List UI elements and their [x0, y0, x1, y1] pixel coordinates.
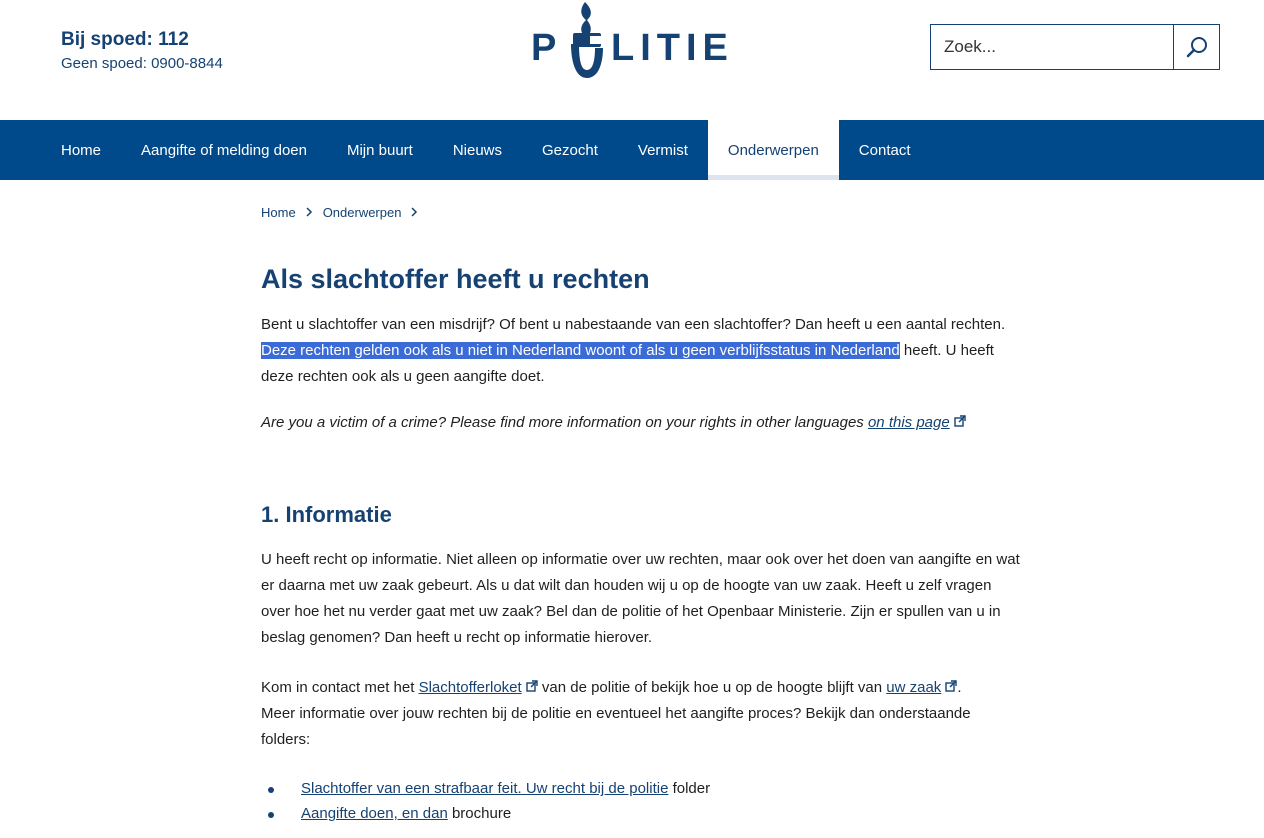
search-input[interactable]	[931, 25, 1173, 69]
search-button[interactable]	[1173, 25, 1219, 69]
intro-text-end: heeft. U heeft deze rechten ook als u geen aangifte doet.	[261, 342, 994, 385]
external-link-icon	[526, 675, 538, 701]
nav-item-aangifte[interactable]: Aangifte of melding doen	[141, 141, 307, 159]
folder-link[interactable]: Slachtoffer van een strafbaar feit. Uw recht bij de politie	[301, 780, 669, 798]
emergency-info	[61, 28, 223, 75]
intro-text: Bent u slachtoffer van een misdrijf? Of bent u nabestaande van een slachtoffer? Dan heeft u een aantal rechten.	[261, 316, 1006, 333]
english-paragraph	[261, 410, 1021, 436]
other-languages-link[interactable]: on this page	[867, 414, 950, 431]
politie-logo[interactable]	[531, 0, 751, 82]
logo-letter-p: P	[531, 27, 563, 69]
nav-item-mijn-buurt[interactable]: Mijn buurt	[346, 141, 413, 159]
external-link-icon	[945, 675, 957, 701]
breadcrumb	[261, 196, 1021, 228]
emergency-number: Bij spoed: 112	[61, 29, 189, 50]
list-item	[261, 776, 1021, 801]
police-emblem-icon	[561, 0, 611, 82]
nav-item-vermist[interactable]: Vermist	[637, 141, 688, 159]
main-navigation	[0, 120, 1264, 180]
list-item	[261, 801, 1021, 826]
site-header	[0, 0, 1264, 120]
nav-item-onderwerpen[interactable]: Onderwerpen	[708, 120, 839, 180]
contact-text: Meer informatie over jouw rechten bij de politie en eventueel het aangifte proces? Bekijk dan onderstaande folders:	[261, 705, 971, 749]
non-emergency-number: Geen spoed: 0900-8844	[61, 55, 223, 72]
slachtofferloket-link[interactable]: Slachtofferloket	[418, 679, 522, 697]
folder-suffix: folder	[668, 780, 711, 798]
page-title: Als slachtoffer heeft u rechten	[261, 264, 650, 294]
breadcrumb-home[interactable]: Home	[261, 204, 296, 220]
uw-zaak-link[interactable]: uw zaak	[886, 679, 942, 697]
intro-paragraph	[261, 312, 1021, 390]
informatie-paragraph: U heeft recht op informatie. Niet alleen op informatie over uw rechten, maar ook over het doen van aangifte en wat er daarna met uw zaak gebeurt. Als u dat wilt dan houden wij u op de hoogte van uw zaak. Heeft u zelf vragen over hoe het nu verder gaat met uw zaak? Bel dan de politie of het Openbaar Ministerie. Zijn er spullen van u in beslag genomen? Dan heeft u recht op informatie hierover.	[261, 551, 1020, 647]
logo-letters: LITIE	[611, 27, 734, 69]
english-text: Are you a victim of a crime? Please find more information on your rights in other languages	[261, 414, 868, 431]
search-icon	[1185, 35, 1209, 59]
contact-text: van de politie of bekijk hoe u op de hoogte blijft van	[537, 679, 887, 697]
external-link-icon	[954, 410, 966, 436]
nav-item-gezocht[interactable]: Gezocht	[542, 141, 598, 159]
selected-text: Deze rechten gelden ook als u niet in Nederland woont of als u geen verblijfsstatus in Nederland	[261, 342, 900, 359]
folder-suffix: brochure	[447, 805, 512, 823]
contact-paragraph	[261, 675, 1021, 753]
section-heading-informatie: 1. Informatie	[261, 502, 392, 528]
bullet-icon	[268, 812, 274, 818]
nav-item-contact[interactable]: Contact	[858, 141, 911, 159]
breadcrumb-onderwerpen[interactable]: Onderwerpen	[322, 204, 402, 220]
contact-text: Kom in contact met het	[261, 679, 419, 697]
chevron-right-icon	[411, 207, 418, 217]
nav-item-nieuws[interactable]: Nieuws	[452, 141, 503, 159]
nav-item-home[interactable]: Home	[61, 141, 102, 159]
folder-link[interactable]: Aangifte doen, en dan	[301, 805, 448, 823]
contact-text: .	[957, 679, 962, 697]
search-box	[930, 24, 1220, 70]
main-content	[261, 196, 1021, 826]
chevron-right-icon	[306, 207, 313, 217]
bullet-icon	[268, 787, 274, 793]
folder-list	[261, 776, 1021, 826]
